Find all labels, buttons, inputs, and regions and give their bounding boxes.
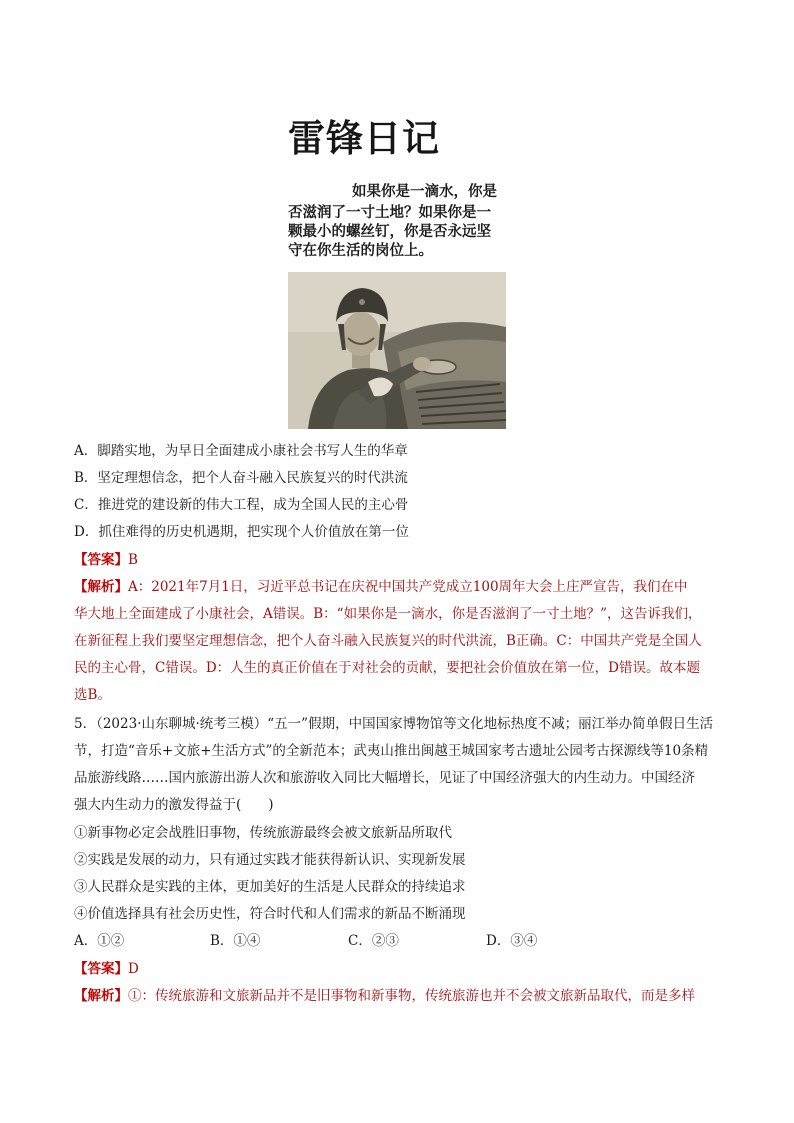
q4-analysis-line: 民的主心骨，C错误。D：人生的真正价值在于对社会的贡献，要把社会价值放在第一位，D错误。故本题 — [74, 660, 700, 676]
q4-analysis-line: 选B。 — [74, 687, 111, 703]
q5-analysis-line — [74, 984, 695, 1004]
answer-tag: 【答案】 — [74, 552, 128, 568]
quote-line: 如果你是一滴水，你是 — [352, 184, 497, 200]
q5-stem-line: 品旅游线路……国内旅游出游人次和旅游收入同比大幅增长，见证了中国经济强大的内生动力。中国经济 — [74, 770, 695, 786]
q5-answer-line — [74, 957, 139, 977]
q4-analysis-line — [74, 575, 688, 595]
analysis-text: A：2021年7月1日，习近平总书记在庆祝中国共产党成立100周年大会上庄严宣告，我们在中 — [128, 579, 688, 595]
q5-statement: ③人民群众是实践的主体，更加美好的生活是人民群众的持续追求 — [74, 879, 466, 895]
q4-option-d: D．抓住难得的历史机遇期，把实现个人价值放在第一位 — [74, 524, 409, 540]
page-title: 雷锋日记 — [288, 117, 440, 160]
q4-answer-line — [74, 548, 138, 568]
answer-tag: 【答案】 — [74, 961, 128, 977]
q5-choice-a: A．①② — [74, 933, 125, 949]
q5-stem-line: 节，打造“音乐+文旅+生活方式”的全新范本；武夷山推出闽越王城国家考古遗址公园考古探源线等10条精 — [74, 743, 709, 759]
q5-choice-c: C．②③ — [348, 933, 399, 949]
q5-choice-b: B．①④ — [210, 933, 261, 949]
quote-line: 颗最小的螺丝钉，你是否永远坚 — [288, 224, 491, 240]
analysis-tag: 【解析】 — [74, 579, 128, 595]
soldier-photo-illustration — [288, 272, 506, 429]
q4-analysis-line: 华大地上全面建成了小康社会，A错误。B：“如果你是一滴水，你是否滋润了一寸土地？”，这告诉我们， — [74, 606, 702, 622]
q4-option-c: C．推进党的建设新的伟大工程，成为全国人民的主心骨 — [74, 497, 409, 513]
quote-line: 否滋润了一寸土地？如果你是一 — [288, 205, 491, 221]
quote-line: 守在你生活的岗位上。 — [288, 243, 433, 259]
analysis-tag: 【解析】 — [74, 988, 128, 1004]
q5-stem-line: 5．（2023·山东聊城·统考三模）“五一”假期，中国国家博物馆等文化地标热度不减；丽江举办简单假日生活 — [74, 716, 714, 732]
answer-value: D — [128, 961, 139, 977]
q5-statement: ①新事物必定会战胜旧事物，传统旅游最终会被文旅新品所取代 — [74, 825, 452, 841]
q5-statement: ④价值选择具有社会历史性，符合时代和人们需求的新品不断涌现 — [74, 906, 466, 922]
q5-statement: ②实践是发展的动力，只有通过实践才能获得新认识、实现新发展 — [74, 852, 466, 868]
q4-option-a: A．脚踏实地，为早日全面建成小康社会书写人生的华章 — [74, 443, 408, 459]
answer-value: B — [128, 552, 138, 568]
q5-stem-line: 强大内生动力的激发得益于( ) — [74, 797, 274, 813]
q4-option-b: B．坚定理想信念，把个人奋斗融入民族复兴的时代洪流 — [74, 470, 408, 486]
q5-choice-d: D．③④ — [486, 933, 538, 949]
photograph — [288, 272, 506, 429]
q4-analysis-line: 在新征程上我们要坚定理想信念，把个人奋斗融入民族复兴的时代洪流，B正确。C：中国共产党是全国人 — [74, 633, 702, 649]
analysis-text: ①：传统旅游和文旅新品并不是旧事物和新事物，传统旅游也并不会被文旅新品取代，而是多样 — [128, 988, 695, 1004]
